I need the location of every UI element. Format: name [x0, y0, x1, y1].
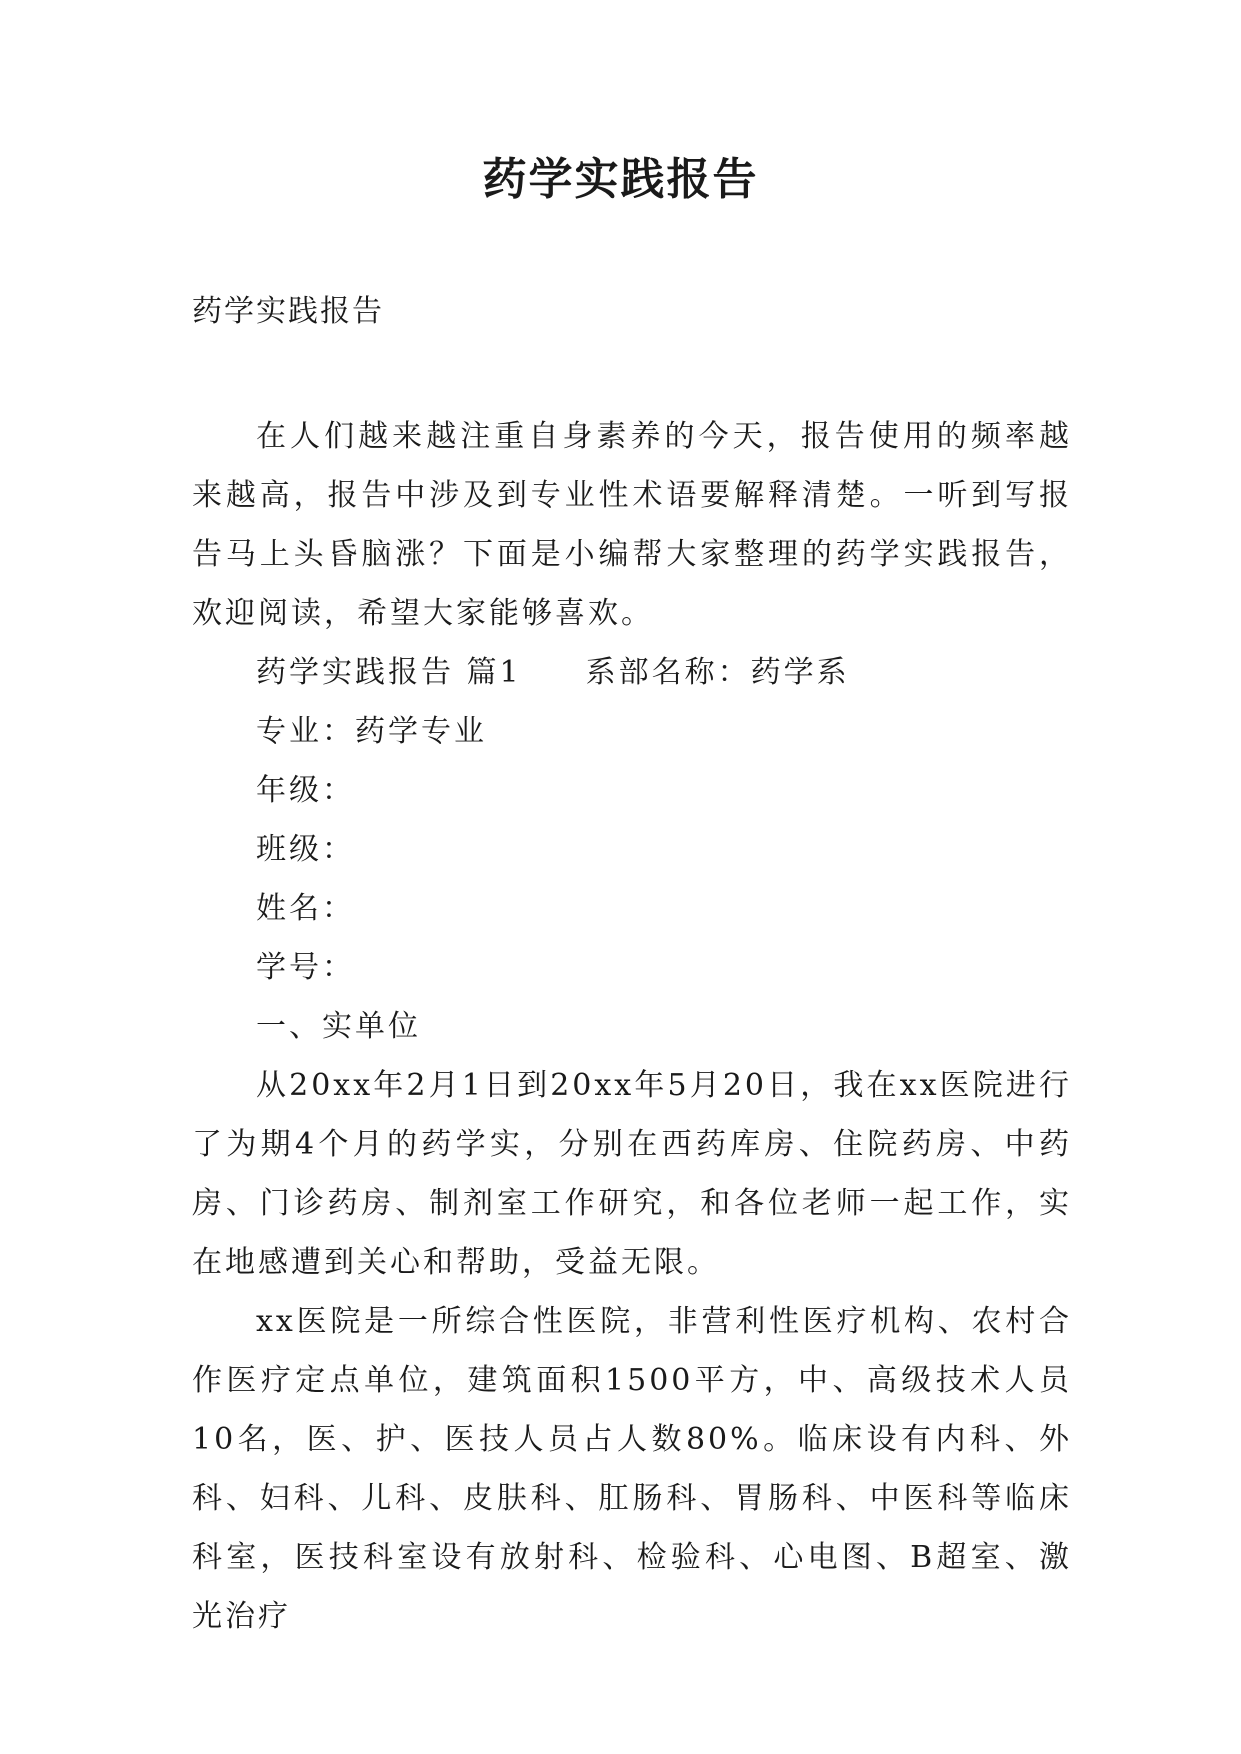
- grade-field: 年级：: [256, 773, 355, 808]
- name-field: 姓名：: [256, 891, 355, 926]
- document-body: [192, 407, 1072, 1646]
- class-field: 班级：: [256, 832, 355, 867]
- intro-paragraph: 在人们越来越注重自身素养的今天，报告使用的频率越来越高，报告中涉及到专业性术语要解释清楚。一听到写报告马上头昏脑涨？下面是小编帮大家整理的药学实践报告，欢迎阅读，希望大家能够喜欢。: [192, 419, 1072, 631]
- document-title: 药学实践报告: [482, 154, 759, 205]
- document-subtitle: 药学实践报告: [192, 294, 384, 329]
- major-field: 专业：药学专业: [256, 714, 487, 749]
- department-field: 系部名称：药学系: [585, 655, 850, 690]
- paragraph-internship: 从20xx年2月1日到20xx年5月20日，我在xx医院进行了为期4个月的药学实，分别在西药库房、住院药房、中药房、门诊药房、制剂室工作研究，和各位老师一起工作，实在地感遭到关心和帮助，受益无限。: [192, 1068, 1072, 1280]
- student-id-field: 学号：: [256, 950, 355, 985]
- section-heading: 药学实践报告 篇1: [256, 655, 522, 690]
- section-heading-line: [192, 643, 1072, 702]
- paragraph-hospital: xx医院是一所综合性医院，非营利性医疗机构、农村合作医疗定点单位，建筑面积1500平方，中、高级技术人员10名，医、护、医技人员占人数80%。临床设有内科、外科、妇科、儿科、皮肤科、肛肠科、胃肠科、中医科等临床科室，医技科室设有放射科、检验科、心电图、B超室、激光治疗: [192, 1304, 1072, 1634]
- part-one-heading: 一、实单位: [256, 1009, 421, 1044]
